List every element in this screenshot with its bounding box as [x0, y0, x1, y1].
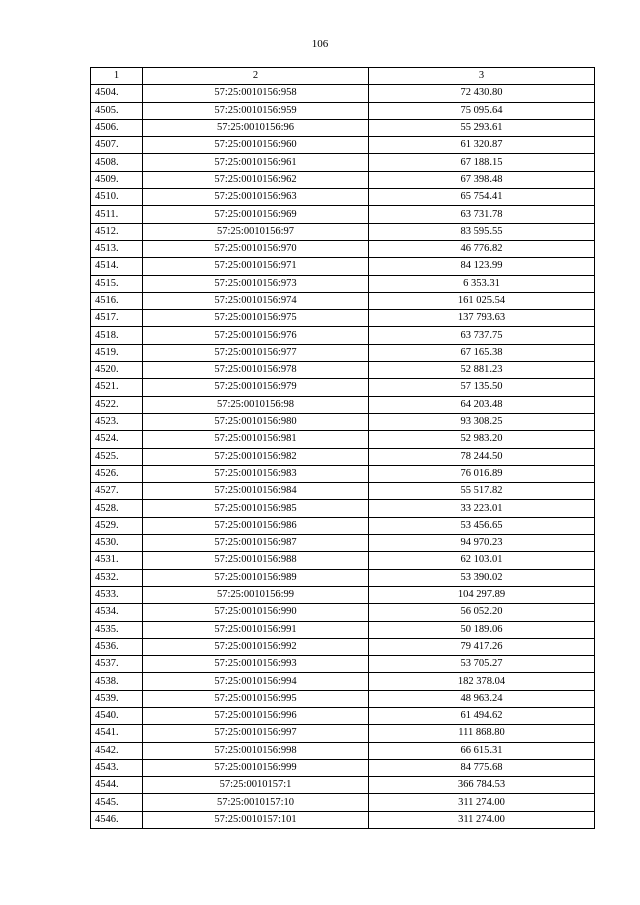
row-number-cell: 4527.	[91, 483, 143, 500]
table-row	[91, 759, 595, 776]
cadastral-value-cell: 311 274.00	[369, 811, 595, 828]
row-number-cell: 4524.	[91, 431, 143, 448]
cadastral-number-cell: 57:25:0010156:997	[143, 725, 369, 742]
cadastral-value-cell: 33 223.01	[369, 500, 595, 517]
table-row	[91, 344, 595, 361]
cadastral-number-cell: 57:25:0010156:982	[143, 448, 369, 465]
cadastral-value-cell: 79 417.26	[369, 638, 595, 655]
row-number-cell: 4510.	[91, 189, 143, 206]
cadastral-number-cell: 57:25:0010156:96	[143, 119, 369, 136]
cadastral-number-cell: 57:25:0010156:999	[143, 759, 369, 776]
table-row	[91, 154, 595, 171]
cadastral-number-cell: 57:25:0010156:976	[143, 327, 369, 344]
cadastral-number-cell: 57:25:0010156:990	[143, 604, 369, 621]
table-row	[91, 656, 595, 673]
row-number-cell: 4541.	[91, 725, 143, 742]
cadastral-value-cell: 67 398.48	[369, 171, 595, 188]
cadastral-value-cell: 83 595.55	[369, 223, 595, 240]
cadastral-number-cell: 57:25:0010156:996	[143, 707, 369, 724]
cadastral-value-cell: 50 189.06	[369, 621, 595, 638]
cadastral-number-cell: 57:25:0010156:984	[143, 483, 369, 500]
cadastral-number-cell: 57:25:0010157:101	[143, 811, 369, 828]
cadastral-number-cell: 57:25:0010156:979	[143, 379, 369, 396]
row-number-cell: 4514.	[91, 258, 143, 275]
cadastral-value-cell: 61 320.87	[369, 137, 595, 154]
cadastral-value-cell: 78 244.50	[369, 448, 595, 465]
table-row	[91, 586, 595, 603]
cadastral-value-cell: 65 754.41	[369, 189, 595, 206]
table-row	[91, 604, 595, 621]
row-number-cell: 4509.	[91, 171, 143, 188]
cadastral-number-cell: 57:25:0010156:989	[143, 569, 369, 586]
table-row	[91, 137, 595, 154]
table-row	[91, 569, 595, 586]
row-number-cell: 4511.	[91, 206, 143, 223]
cadastral-value-cell: 52 881.23	[369, 362, 595, 379]
cadastral-value-cell: 53 390.02	[369, 569, 595, 586]
row-number-cell: 4513.	[91, 240, 143, 257]
table-row	[91, 206, 595, 223]
cadastral-number-cell: 57:25:0010156:985	[143, 500, 369, 517]
table-row	[91, 448, 595, 465]
row-number-cell: 4518.	[91, 327, 143, 344]
row-number-cell: 4545.	[91, 794, 143, 811]
table-row	[91, 465, 595, 482]
row-number-cell: 4519.	[91, 344, 143, 361]
row-number-cell: 4522.	[91, 396, 143, 413]
row-number-cell: 4507.	[91, 137, 143, 154]
cadastral-value-cell: 64 203.48	[369, 396, 595, 413]
cadastral-number-cell: 57:25:0010156:986	[143, 517, 369, 534]
cadastral-value-cell: 182 378.04	[369, 673, 595, 690]
cadastral-value-cell: 94 970.23	[369, 535, 595, 552]
cadastral-value-cell: 67 165.38	[369, 344, 595, 361]
table-row	[91, 119, 595, 136]
table-row	[91, 362, 595, 379]
cadastral-number-cell: 57:25:0010156:974	[143, 292, 369, 309]
table-row	[91, 811, 595, 828]
table-row	[91, 189, 595, 206]
cadastral-value-cell: 62 103.01	[369, 552, 595, 569]
table-row	[91, 500, 595, 517]
table-header-row	[91, 68, 595, 85]
cadastral-number-cell: 57:25:0010156:992	[143, 638, 369, 655]
cadastral-number-cell: 57:25:0010156:970	[143, 240, 369, 257]
cadastral-value-cell: 161 025.54	[369, 292, 595, 309]
cadastral-value-cell: 53 456.65	[369, 517, 595, 534]
cadastral-value-cell: 46 776.82	[369, 240, 595, 257]
row-number-cell: 4506.	[91, 119, 143, 136]
table-row	[91, 777, 595, 794]
row-number-cell: 4508.	[91, 154, 143, 171]
row-number-cell: 4534.	[91, 604, 143, 621]
table-row	[91, 483, 595, 500]
cadastral-number-cell: 57:25:0010157:10	[143, 794, 369, 811]
table-row	[91, 794, 595, 811]
row-number-cell: 4520.	[91, 362, 143, 379]
table-row	[91, 725, 595, 742]
header-cell-2: 2	[143, 68, 369, 85]
cadastral-value-cell: 366 784.53	[369, 777, 595, 794]
row-number-cell: 4528.	[91, 500, 143, 517]
table-row	[91, 275, 595, 292]
cadastral-number-cell: 57:25:0010156:97	[143, 223, 369, 240]
table-row	[91, 673, 595, 690]
row-number-cell: 4538.	[91, 673, 143, 690]
cadastral-value-cell: 311 274.00	[369, 794, 595, 811]
cadastral-number-cell: 57:25:0010156:98	[143, 396, 369, 413]
table-row	[91, 396, 595, 413]
table-row	[91, 535, 595, 552]
cadastral-value-cell: 63 731.78	[369, 206, 595, 223]
cadastral-number-cell: 57:25:0010156:995	[143, 690, 369, 707]
row-number-cell: 4542.	[91, 742, 143, 759]
cadastral-value-cell: 57 135.50	[369, 379, 595, 396]
cadastral-value-cell: 93 308.25	[369, 413, 595, 430]
cadastral-number-cell: 57:25:0010156:973	[143, 275, 369, 292]
cadastral-value-cell: 48 963.24	[369, 690, 595, 707]
cadastral-number-cell: 57:25:0010156:988	[143, 552, 369, 569]
table-row	[91, 240, 595, 257]
table-row	[91, 621, 595, 638]
table-row	[91, 742, 595, 759]
table-row	[91, 517, 595, 534]
table-row	[91, 258, 595, 275]
cadastral-value-cell: 66 615.31	[369, 742, 595, 759]
row-number-cell: 4516.	[91, 292, 143, 309]
table-row	[91, 638, 595, 655]
cadastral-value-table	[90, 67, 595, 829]
table-row	[91, 292, 595, 309]
row-number-cell: 4544.	[91, 777, 143, 794]
cadastral-number-cell: 57:25:0010156:987	[143, 535, 369, 552]
cadastral-number-cell: 57:25:0010156:969	[143, 206, 369, 223]
cadastral-number-cell: 57:25:0010156:977	[143, 344, 369, 361]
table-row	[91, 552, 595, 569]
table-row	[91, 102, 595, 119]
cadastral-value-cell: 75 095.64	[369, 102, 595, 119]
row-number-cell: 4536.	[91, 638, 143, 655]
table-body	[91, 68, 595, 829]
table-row	[91, 690, 595, 707]
table-row	[91, 223, 595, 240]
row-number-cell: 4504.	[91, 85, 143, 102]
row-number-cell: 4523.	[91, 413, 143, 430]
row-number-cell: 4526.	[91, 465, 143, 482]
row-number-cell: 4535.	[91, 621, 143, 638]
row-number-cell: 4532.	[91, 569, 143, 586]
cadastral-value-cell: 137 793.63	[369, 310, 595, 327]
cadastral-number-cell: 57:25:0010156:991	[143, 621, 369, 638]
table-row	[91, 327, 595, 344]
cadastral-value-cell: 84 775.68	[369, 759, 595, 776]
cadastral-value-cell: 76 016.89	[369, 465, 595, 482]
cadastral-value-cell: 67 188.15	[369, 154, 595, 171]
cadastral-number-cell: 57:25:0010156:958	[143, 85, 369, 102]
header-cell-1: 1	[91, 68, 143, 85]
cadastral-value-cell: 55 517.82	[369, 483, 595, 500]
row-number-cell: 4530.	[91, 535, 143, 552]
cadastral-value-cell: 104 297.89	[369, 586, 595, 603]
cadastral-number-cell: 57:25:0010156:993	[143, 656, 369, 673]
cadastral-number-cell: 57:25:0010156:981	[143, 431, 369, 448]
row-number-cell: 4515.	[91, 275, 143, 292]
cadastral-number-cell: 57:25:0010156:959	[143, 102, 369, 119]
cadastral-value-cell: 72 430.80	[369, 85, 595, 102]
row-number-cell: 4525.	[91, 448, 143, 465]
table-row	[91, 413, 595, 430]
row-number-cell: 4512.	[91, 223, 143, 240]
row-number-cell: 4533.	[91, 586, 143, 603]
row-number-cell: 4517.	[91, 310, 143, 327]
cadastral-number-cell: 57:25:0010157:1	[143, 777, 369, 794]
row-number-cell: 4546.	[91, 811, 143, 828]
row-number-cell: 4521.	[91, 379, 143, 396]
cadastral-number-cell: 57:25:0010156:998	[143, 742, 369, 759]
cadastral-number-cell: 57:25:0010156:961	[143, 154, 369, 171]
row-number-cell: 4539.	[91, 690, 143, 707]
row-number-cell: 4537.	[91, 656, 143, 673]
cadastral-value-cell: 63 737.75	[369, 327, 595, 344]
table-row	[91, 310, 595, 327]
row-number-cell: 4540.	[91, 707, 143, 724]
table-row	[91, 707, 595, 724]
cadastral-number-cell: 57:25:0010156:994	[143, 673, 369, 690]
table-row	[91, 85, 595, 102]
table-row	[91, 431, 595, 448]
row-number-cell: 4543.	[91, 759, 143, 776]
table-row	[91, 171, 595, 188]
table-row	[91, 379, 595, 396]
cadastral-number-cell: 57:25:0010156:971	[143, 258, 369, 275]
cadastral-number-cell: 57:25:0010156:962	[143, 171, 369, 188]
cadastral-number-cell: 57:25:0010156:983	[143, 465, 369, 482]
row-number-cell: 4505.	[91, 102, 143, 119]
cadastral-number-cell: 57:25:0010156:980	[143, 413, 369, 430]
row-number-cell: 4529.	[91, 517, 143, 534]
row-number-cell: 4531.	[91, 552, 143, 569]
page-number: 106	[311, 38, 329, 50]
cadastral-value-cell: 52 983.20	[369, 431, 595, 448]
cadastral-value-cell: 56 052.20	[369, 604, 595, 621]
header-cell-3: 3	[369, 68, 595, 85]
cadastral-value-cell: 61 494.62	[369, 707, 595, 724]
cadastral-number-cell: 57:25:0010156:975	[143, 310, 369, 327]
cadastral-number-cell: 57:25:0010156:99	[143, 586, 369, 603]
cadastral-number-cell: 57:25:0010156:960	[143, 137, 369, 154]
cadastral-value-cell: 6 353.31	[369, 275, 595, 292]
cadastral-number-cell: 57:25:0010156:963	[143, 189, 369, 206]
cadastral-value-cell: 111 868.80	[369, 725, 595, 742]
cadastral-value-cell: 55 293.61	[369, 119, 595, 136]
cadastral-value-cell: 53 705.27	[369, 656, 595, 673]
cadastral-value-cell: 84 123.99	[369, 258, 595, 275]
cadastral-number-cell: 57:25:0010156:978	[143, 362, 369, 379]
